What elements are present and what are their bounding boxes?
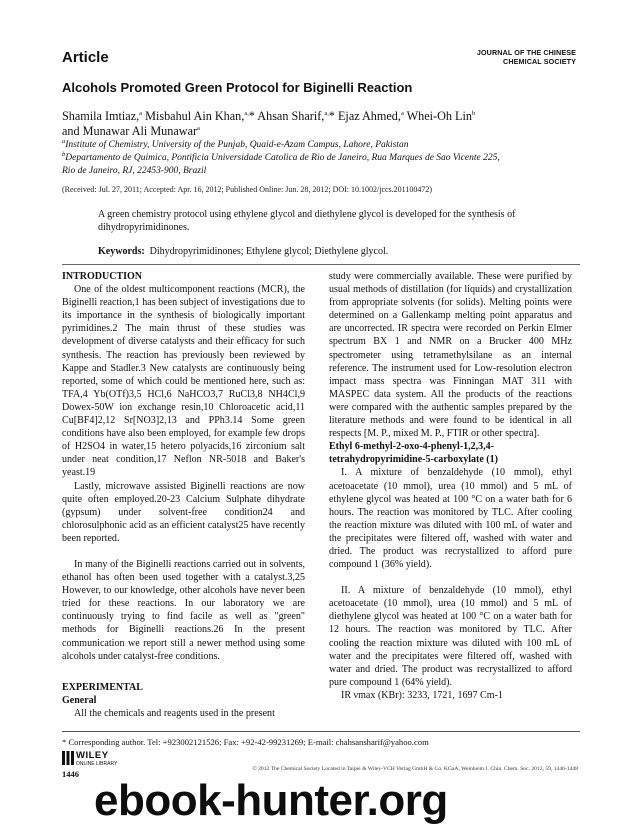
paragraph: Lastly, microwave assisted Biginelli reactions are now quite often employed.20-23 Calcium Sulphate dihydrate (gypsum) under solvent-free condition24 and chlorosulphonic acid as an efficient catalyst25 have recently been reported. (62, 480, 305, 544)
affiliation-text: Institute of Chemistry, University of the Punjab, Quaid-e-Azam Campus, Lahore, Pakistan (65, 140, 409, 150)
author-name: Whei-Oh Lin (403, 109, 472, 123)
author-name: and Munawar Ali Munawar (62, 124, 198, 138)
ir-data: IR νmax (KBr): 3233, 1721, 1697 Cm-1 (341, 689, 503, 701)
author-name: Shamila Imtiaz, (62, 109, 140, 123)
paragraph: I. A mixture of benzaldehyde (10 mmol), ethyl acetoacetate (10 mmol), urea (10 mmol) and 5 mL of ethylene glycol was heated at 100 °C on a water bath for 6 hours. The reaction was monitored by TLC. After cooling the reaction mixture was diluted with 100 mL of water and the precipitates were filtered off, washed with water and dried. The product was recrystallized to afford pure compound 1 (36% yield). (329, 467, 572, 571)
author-list (62, 109, 475, 124)
author-affil-sup: a, (244, 109, 249, 117)
divider (62, 264, 580, 265)
section-heading: EXPERIMENTAL (62, 681, 143, 693)
copyright-line: © 2012 The Chemical Society Located in Taipei & Wiley-VCH Verlag GmbH & Co. KGaA, Weinheim J. Chin. Chem. Soc. 2012, 59, 1446-1448 (252, 766, 578, 772)
author-name: * Ahsan Sharif, (248, 109, 325, 123)
left-column (62, 270, 305, 720)
author-name: * Ejaz Ahmed, (328, 109, 401, 123)
affiliation-b (62, 150, 500, 163)
watermark: ebook-hunter.org (94, 776, 448, 825)
paragraph: In many of the Biginelli reactions carried out in solvents, ethanol has often been used together with a catalyst.3,25 However, to our knowledge, other alcohols have never been tried for these reactions. In our laboratory we are continuously trying to find facile as well as "green" methods for Biginelli reactions.26 In the present communication we report still a newer method using some alcohols under catalyst-free conditions. (62, 558, 305, 662)
wiley-logo-text: WILEY (76, 750, 109, 761)
author-affil-sup: b (471, 109, 476, 117)
author-list-continued (62, 124, 200, 139)
paper-title: Alcohols Promoted Green Protocol for Biginelli Reaction (62, 80, 413, 95)
affiliation-text: Departamento de Quimica, Pontificia Universidade Catolica de Rio de Janeiro, Rua Marques de Sao Vicente 225, (65, 153, 500, 163)
section-heading: INTRODUCTION (62, 271, 143, 282)
wiley-logo-icon (62, 751, 74, 765)
keywords (98, 246, 388, 257)
affiliation-a (62, 137, 409, 150)
subsection-heading: General (62, 694, 97, 706)
journal-name-line-2: CHEMICAL SOCIETY (503, 57, 576, 66)
keywords-text: Dihydropyrimidinones; Ethylene glycol; Diethylene glycol. (149, 246, 389, 257)
affiliation-sup: b (62, 150, 66, 158)
author-affil-sup: a (139, 109, 143, 117)
right-column (329, 270, 572, 702)
author-affil-sup: a (400, 109, 404, 117)
page-number: 1446 (62, 769, 79, 779)
article-type-label: Article (62, 49, 109, 66)
affiliation-b-continued: Rio de Janeiro, RJ, 22453-900, Brazil (62, 166, 207, 176)
paragraph: All the chemicals and reagents used in the present (74, 707, 275, 719)
author-affil-sup: a (197, 124, 200, 132)
compound-heading: Ethyl 6-methyl-2-oxo-4-phenyl-1,2,3,4-tetrahydropyrimidine-5-carboxylate (1) (329, 441, 498, 466)
paragraph: study were commercially available. These were purified by usual methods of distillation (for liquids) and crystallization from appropriate solvents (for solids). Melting points were determined on a Gallenkamp melting point apparatus and are uncorrected. IR spectra were recorded on Perkin Elmer spectrum BX 1 and NMR on a Brucker 400 MHz spectrometer using tetramethylsilane as an internal reference. The instrument used for Low-resolution electron impact mass spectra was Finningan MAT 311 with MASPEC data system. All the products of the reactions were compared with the authentic samples prepared by the literature methods and were found to be identical in all respects [M. P., mixed M. P., FTIR or other spectra]. (329, 271, 572, 440)
wiley-logo-subtext: ONLINE LIBRARY (76, 761, 118, 767)
abstract: A green chemistry protocol using ethylene glycol and diethylene glycol is developed for the synthesis of dihydropyrimidinones. (98, 209, 516, 233)
journal-name (440, 48, 576, 66)
affiliation-sup: a (62, 137, 66, 145)
paragraph: One of the oldest multicomponent reactions (MCR), the Biginelli reaction,1 has been subject of investigations due to its importance in the synthesis of biologically important pyrimidines.2 The main thrust of these studies was development of diverse catalysts and their efficacy for such synthesis. The reaction has previously been reviewed by Kappe and Stadler.3 New catalysts are continuously being reported, some of which could be mentioned here, such as: TFA,4 Yb(OTf)3,5 HCl,6 NaHCO3,7 RuCl3,8 NH4Cl,9 Dowex-50W ion exchange resin,10 Chloroacetic acid,11 Cu[BF4]2,12 Sr[NO3]2,13 and PPh3.14 Some green conditions have also been employed, for example few drops of H2SO4 in water,15 hetero polyacids,16 zirconium salt under neat condition,17 Neflon NR-5018 and Baker's yeast.19 (62, 284, 305, 479)
journal-name-line-1: JOURNAL OF THE CHINESE (476, 48, 576, 57)
author-affil-sup: a, (324, 109, 329, 117)
corresponding-author-footnote: * Corresponding author. Tel: +923002121526; Fax: +92-42-99231269; E-mail: chahsansharif@yahoo.com (62, 737, 429, 747)
keywords-label: Keywords: (98, 246, 145, 257)
footnote-divider (62, 731, 580, 732)
author-name: Misbahul Ain Khan, (142, 109, 245, 123)
publication-dates: (Received: Jul. 27, 2011; Accepted: Apr. 16, 2012; Published Online: Jun. 28, 2012; DOI: 10.1002/jccs.201100472) (62, 185, 433, 194)
paragraph: II. A mixture of benzaldehyde (10 mmol), ethyl acetoacetate (10 mmol), urea (10 mmol) and 5 mL of diethylene glycol was heated at 100 °C on a water bath for 12 hours. The reaction was monitored by TLC. After cooling the reaction mixture was diluted with 100 mL of water and the precipitates were filtered off, washed with water and dried. The product was recrystallized to afford pure compound 1 (64% yield). (329, 585, 572, 688)
